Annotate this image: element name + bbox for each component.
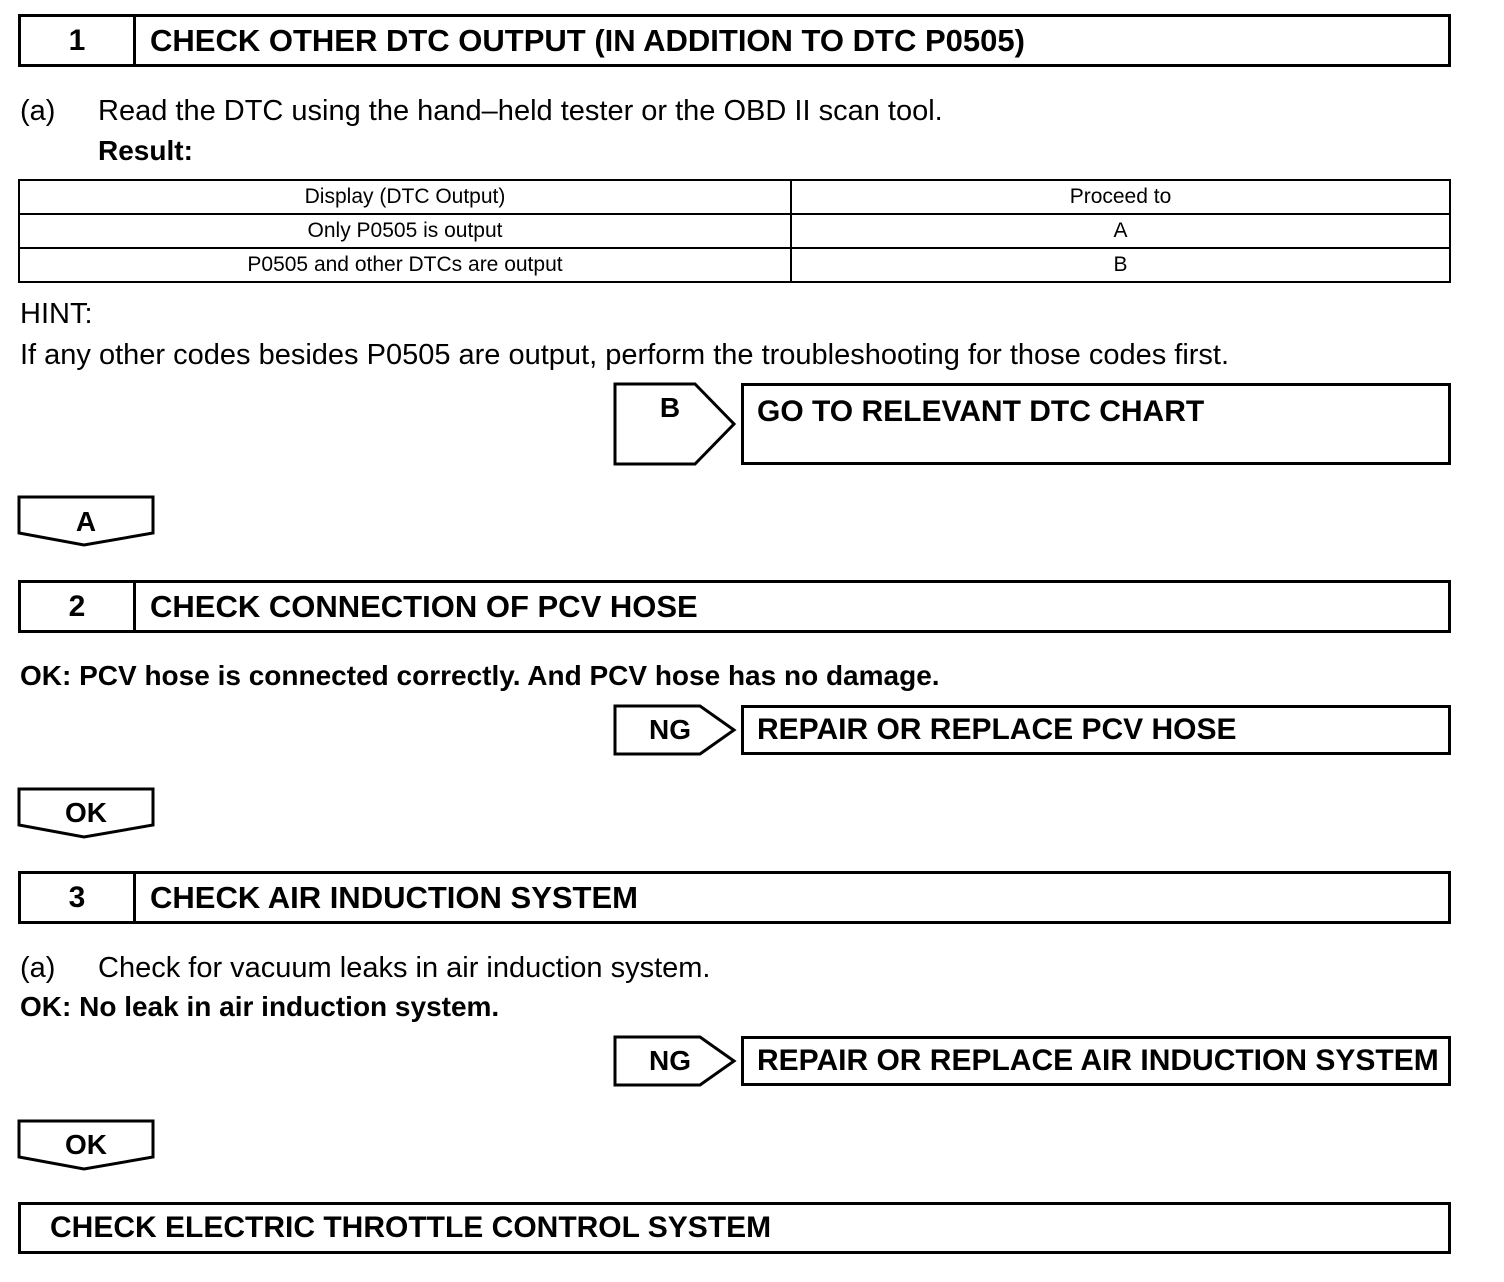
step-2-header [18, 580, 1451, 633]
step-2-ng-action: REPAIR OR REPLACE PCV HOSE [741, 705, 1451, 755]
step-1-sub-a-text: Read the DTC using the hand–held tester or the OBD II scan tool. [98, 95, 943, 127]
step-3-ok-label: OK [65, 1129, 107, 1160]
table-cell-display: Only P0505 is output [19, 214, 791, 248]
hint-label: HINT: [20, 298, 93, 330]
step-1-number: 1 [21, 17, 136, 64]
step-1-result-label: Result: [98, 135, 193, 166]
final-action-box: CHECK ELECTRIC THROTTLE CONTROL SYSTEM [18, 1202, 1451, 1254]
table-cell-proceed: A [791, 214, 1450, 248]
step-2-ng-label: NG [649, 714, 691, 745]
branch-b-action: GO TO RELEVANT DTC CHART [741, 383, 1451, 465]
step-3-sub-a-marker: (a) [20, 952, 56, 984]
step-3-ng-action: REPAIR OR REPLACE AIR INDUCTION SYSTEM [741, 1036, 1451, 1086]
step-2-number: 2 [21, 583, 136, 630]
step-1-title: CHECK OTHER DTC OUTPUT (IN ADDITION TO DTC P0505) [150, 22, 1025, 58]
hint-text: If any other codes besides P0505 are output, perform the troubleshooting for those codes first. [20, 339, 1230, 371]
step-3-ng-label: NG [649, 1045, 691, 1076]
continue-a-label: A [75, 506, 97, 537]
step-3-title: CHECK AIR INDUCTION SYSTEM [150, 879, 638, 915]
table-cell-proceed: B [791, 248, 1450, 282]
step-1-sub-a-marker: (a) [20, 95, 56, 127]
step-2-ok-label: OK [65, 797, 107, 828]
step-3-number: 3 [21, 874, 136, 921]
step-2-ok-criteria: OK: PCV hose is connected correctly. And PCV hose has no damage. [20, 660, 940, 691]
step-3-header [18, 871, 1451, 924]
branch-b-label: B [659, 392, 681, 423]
table-header-display: Display (DTC Output) [19, 180, 791, 214]
table-cell-display: P0505 and other DTCs are output [19, 248, 791, 282]
step-2-title: CHECK CONNECTION OF PCV HOSE [150, 588, 698, 624]
step-3-sub-a-text: Check for vacuum leaks in air induction system. [98, 952, 711, 984]
step-3-ok-criteria: OK: No leak in air induction system. [20, 991, 500, 1022]
table-header-proceed: Proceed to [791, 180, 1450, 214]
